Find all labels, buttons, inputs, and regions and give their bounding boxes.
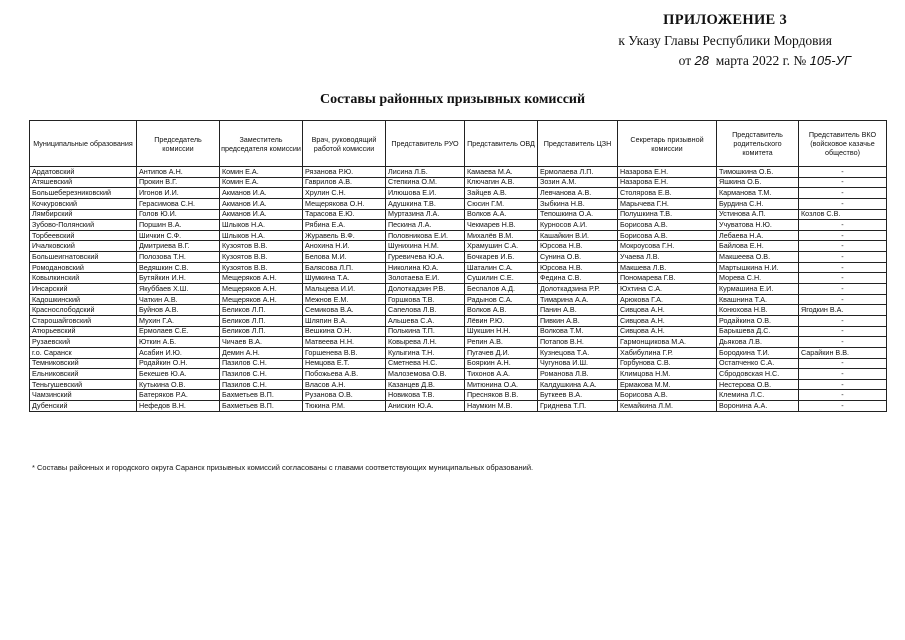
member-cell: Акманов И.А.	[220, 188, 303, 199]
member-cell: Рузанова О.В.	[303, 390, 386, 401]
member-cell: Сарайкин В.В.	[799, 347, 887, 358]
column-header: Представитель ЦЗН	[538, 121, 618, 167]
member-cell: Пазилов С.Н.	[220, 358, 303, 369]
member-cell: Родайкина О.В.	[717, 315, 799, 326]
member-cell: Кашайкин В.И.	[538, 230, 618, 241]
member-cell: Кузоятов В.В.	[220, 241, 303, 252]
member-cell: Мухин Г.А.	[137, 315, 220, 326]
member-cell: Власов А.Н.	[303, 379, 386, 390]
member-cell: -	[799, 390, 887, 401]
member-cell: Макшеева О.В.	[717, 252, 799, 263]
member-cell: Николина Ю.А.	[386, 262, 465, 273]
member-cell: Пугачев Д.И.	[465, 347, 538, 358]
member-cell: Нефедов В.Н.	[137, 401, 220, 412]
member-cell: Горбунова С.В.	[618, 358, 717, 369]
member-cell: Буйнов А.В.	[137, 305, 220, 316]
member-cell: Сунина О.В.	[538, 252, 618, 263]
member-cell: Воронина А.А.	[717, 401, 799, 412]
member-cell: -	[799, 358, 887, 369]
member-cell: Журавель В.Ф.	[303, 230, 386, 241]
member-cell: Левчанова А.В.	[538, 188, 618, 199]
member-cell: Мальцева И.И.	[303, 284, 386, 295]
member-cell: -	[799, 294, 887, 305]
member-cell: Сивцова А.Н.	[618, 315, 717, 326]
member-cell: Немцова Е.Т.	[303, 358, 386, 369]
column-header: Представитель родительского комитета	[717, 121, 799, 167]
member-cell: Чаткин А.В.	[137, 294, 220, 305]
table-row	[30, 315, 887, 326]
member-cell: Долоткадзина Р.Р.	[538, 284, 618, 295]
member-cell: Юрсова Н.В.	[538, 241, 618, 252]
member-cell: Бутяйкин И.Н.	[137, 273, 220, 284]
member-cell: Гармонщикова М.А.	[618, 337, 717, 348]
member-cell: Сушилин С.Е.	[465, 273, 538, 284]
member-cell: Тихонов А.А.	[465, 369, 538, 380]
member-cell: -	[799, 220, 887, 231]
member-cell: Шунихина Н.М.	[386, 241, 465, 252]
member-cell: Мещерякова О.Н.	[303, 198, 386, 209]
member-cell: Макшева Л.В.	[618, 262, 717, 273]
member-cell: -	[799, 326, 887, 337]
date-prefix: от	[678, 53, 692, 68]
member-cell: Сивцова А.Н.	[618, 305, 717, 316]
table-row	[30, 347, 887, 358]
member-cell: Балясова Л.П.	[303, 262, 386, 273]
table-row	[30, 401, 887, 412]
member-cell: Назарова Е.Н.	[618, 167, 717, 178]
municipality-cell: Краснослободский	[30, 305, 137, 316]
member-cell: Альшева С.А.	[386, 315, 465, 326]
table-row	[30, 241, 887, 252]
member-cell: -	[799, 284, 887, 295]
member-cell: Межнов Е.М.	[303, 294, 386, 305]
member-cell: Сметнева Н.С.	[386, 358, 465, 369]
footnote: * Составы районных и городского округа Саранск призывных комиссий согласованы с главами соответствующих муниципальных образований.	[32, 463, 534, 472]
member-cell: Лисина Л.Б.	[386, 167, 465, 178]
member-cell: Рябина Е.А.	[303, 220, 386, 231]
member-cell: Бояркин А.Н.	[465, 358, 538, 369]
member-cell: Квашнина Т.А.	[717, 294, 799, 305]
member-cell: Тимарина А.А.	[538, 294, 618, 305]
member-cell: Степкина О.М.	[386, 177, 465, 188]
member-cell: Клемина Л.С.	[717, 390, 799, 401]
member-cell: -	[799, 379, 887, 390]
member-cell: Антипов А.Н.	[137, 167, 220, 178]
member-cell: Лёвин Р.Ю.	[465, 315, 538, 326]
date-day: 28	[694, 53, 709, 68]
municipality-cell: Рузаевский	[30, 337, 137, 348]
member-cell: Мещеряков А.Н.	[220, 294, 303, 305]
member-cell: Долоткадзин Р.В.	[386, 284, 465, 295]
municipality-cell: Ковылкинский	[30, 273, 137, 284]
member-cell: Игонов И.И.	[137, 188, 220, 199]
date-middle: марта 2022 г. №	[715, 53, 807, 68]
member-cell: Поршин В.А.	[137, 220, 220, 231]
member-cell: Якуббаев Х.Ш.	[137, 284, 220, 295]
member-cell: Лебаева Н.А.	[717, 230, 799, 241]
member-cell: Акманов И.А.	[220, 209, 303, 220]
member-cell: -	[799, 252, 887, 263]
member-cell: Зозин А.М.	[538, 177, 618, 188]
member-cell: Ермакова М.М.	[618, 379, 717, 390]
member-cell: Семикова В.А.	[303, 305, 386, 316]
table-row	[30, 220, 887, 231]
table-header-row	[30, 121, 887, 167]
member-cell: Волков А.В.	[465, 305, 538, 316]
member-cell: -	[799, 262, 887, 273]
member-cell: Полькина Т.П.	[386, 326, 465, 337]
member-cell: Пазилов С.Н.	[220, 379, 303, 390]
member-cell: Шумкина Т.А.	[303, 273, 386, 284]
member-cell: Репин А.В.	[465, 337, 538, 348]
municipality-cell: Инсарский	[30, 284, 137, 295]
member-cell: Половникова Е.И.	[386, 230, 465, 241]
decree-number: 105-УГ	[809, 53, 851, 68]
member-cell: Кузнецова Т.А.	[538, 347, 618, 358]
member-cell: Климцова Н.М.	[618, 369, 717, 380]
member-cell: Волкова Т.М.	[538, 326, 618, 337]
member-cell: Сюсин Г.М.	[465, 198, 538, 209]
table-body	[30, 167, 887, 412]
member-cell: -	[799, 177, 887, 188]
member-cell: Яшкина О.Б.	[717, 177, 799, 188]
member-cell: Гриднева Т.П.	[538, 401, 618, 412]
municipality-cell: Кочкуровский	[30, 198, 137, 209]
table-row	[30, 177, 887, 188]
member-cell: Учуватова Н.Ю.	[717, 220, 799, 231]
member-cell: Сбродовская Н.С.	[717, 369, 799, 380]
municipality-cell: Кадошкинский	[30, 294, 137, 305]
member-cell: Кемайкина Л.М.	[618, 401, 717, 412]
member-cell: -	[799, 369, 887, 380]
member-cell: Бочкарев И.Б.	[465, 252, 538, 263]
table-row	[30, 198, 887, 209]
municipality-cell: Чамзинский	[30, 390, 137, 401]
member-cell: Ключагин А.В.	[465, 177, 538, 188]
member-cell: Столярова Е.В.	[618, 188, 717, 199]
member-cell: Шукшин Н.Н.	[465, 326, 538, 337]
member-cell: Морева С.Н.	[717, 273, 799, 284]
member-cell: Родайкин О.Н.	[137, 358, 220, 369]
member-cell: Сивцова А.Н.	[618, 326, 717, 337]
member-cell: Беликов Л.П.	[220, 315, 303, 326]
member-cell: Зыбкина Н.В.	[538, 198, 618, 209]
municipality-cell: г.о. Саранск	[30, 347, 137, 358]
member-cell: Михалёв В.М.	[465, 230, 538, 241]
member-cell: Гуревичева Ю.А.	[386, 252, 465, 263]
member-cell: -	[799, 230, 887, 241]
member-cell: Арюкова Г.А.	[618, 294, 717, 305]
member-cell: Бородкина Т.И.	[717, 347, 799, 358]
member-cell: Борисова А.В.	[618, 220, 717, 231]
municipality-cell: Большеигнатовский	[30, 252, 137, 263]
member-cell: Пивкин А.В.	[538, 315, 618, 326]
member-cell: Беликов Л.П.	[220, 326, 303, 337]
member-cell: Романова Л.В.	[538, 369, 618, 380]
table-row	[30, 358, 887, 369]
table-row	[30, 188, 887, 199]
municipality-cell: Атяшевский	[30, 177, 137, 188]
member-cell: Побожьева А.В.	[303, 369, 386, 380]
member-cell: Малоземова О.В.	[386, 369, 465, 380]
member-cell: -	[799, 198, 887, 209]
appendix-title: ПРИЛОЖЕНИЕ 3	[663, 12, 787, 28]
member-cell: Акманов И.А.	[220, 198, 303, 209]
table-row	[30, 294, 887, 305]
member-cell: Бахметьев В.П.	[220, 401, 303, 412]
member-cell: Рязанова Р.Ю.	[303, 167, 386, 178]
member-cell: Камаева М.А.	[465, 167, 538, 178]
member-cell: Белова М.И.	[303, 252, 386, 263]
member-cell: Гаврилов А.В.	[303, 177, 386, 188]
table-row	[30, 262, 887, 273]
municipality-cell: Торбеевский	[30, 230, 137, 241]
member-cell: Комин Е.А.	[220, 177, 303, 188]
municipality-cell: Лямбирский	[30, 209, 137, 220]
member-cell: Тарасова Е.Ю.	[303, 209, 386, 220]
member-cell: Чекмарев Н.В.	[465, 220, 538, 231]
commissions-table	[29, 120, 887, 412]
member-cell: -	[799, 167, 887, 178]
municipality-cell: Теньгушевский	[30, 379, 137, 390]
member-cell: Батеряков Р.А.	[137, 390, 220, 401]
municipality-cell: Ромодановский	[30, 262, 137, 273]
member-cell: Дьякова Л.В.	[717, 337, 799, 348]
member-cell: Прокин В.Г.	[137, 177, 220, 188]
table-row	[30, 305, 887, 316]
table-row	[30, 167, 887, 178]
column-header: Представитель ОВД	[465, 121, 538, 167]
member-cell: Пономарева Г.В.	[618, 273, 717, 284]
member-cell: Борисова А.В.	[618, 230, 717, 241]
member-cell: -	[799, 241, 887, 252]
municipality-cell: Зубово-Полянский	[30, 220, 137, 231]
member-cell: Учаева Л.В.	[618, 252, 717, 263]
column-header: Представитель ВКО (войсковое казачье общество)	[799, 121, 887, 167]
column-header: Председатель комиссии	[137, 121, 220, 167]
member-cell: Дмитриева В.Г.	[137, 241, 220, 252]
member-cell: Пазилов С.Н.	[220, 369, 303, 380]
member-cell: Шляпин В.А.	[303, 315, 386, 326]
member-cell: Нестерова О.В.	[717, 379, 799, 390]
member-cell: Беспалов А.Д.	[465, 284, 538, 295]
member-cell: Марычева Г.Н.	[618, 198, 717, 209]
member-cell: Комин Е.А.	[220, 167, 303, 178]
column-header: Заместитель председателя комиссии	[220, 121, 303, 167]
member-cell: Кузоятов В.В.	[220, 252, 303, 263]
municipality-cell: Ардатовский	[30, 167, 137, 178]
member-cell: Юткин А.Б.	[137, 337, 220, 348]
member-cell: Горшенева В.В.	[303, 347, 386, 358]
member-cell: -	[799, 188, 887, 199]
member-cell: Казанцев Д.В.	[386, 379, 465, 390]
member-cell: Потапов В.Н.	[538, 337, 618, 348]
member-cell: Шлыков Н.А.	[220, 230, 303, 241]
member-cell: Тепошкина О.А.	[538, 209, 618, 220]
member-cell: Сапелова Л.В.	[386, 305, 465, 316]
member-cell: Радынов С.А.	[465, 294, 538, 305]
member-cell: Муртазина Л.А.	[386, 209, 465, 220]
table-row	[30, 390, 887, 401]
member-cell: Байлова Е.Н.	[717, 241, 799, 252]
member-cell: Ведяшкин С.В.	[137, 262, 220, 273]
municipality-cell: Темниковский	[30, 358, 137, 369]
member-cell: Ермолаева Л.П.	[538, 167, 618, 178]
member-cell: Бурдина С.Н.	[717, 198, 799, 209]
member-cell: Ермолаев С.Е.	[137, 326, 220, 337]
member-cell: Горшкова Т.В.	[386, 294, 465, 305]
table-row	[30, 337, 887, 348]
member-cell: Устинова А.П.	[717, 209, 799, 220]
member-cell: Калдушкина А.А.	[538, 379, 618, 390]
member-cell: Золотаева Е.И.	[386, 273, 465, 284]
member-cell: Илюшова Е.И.	[386, 188, 465, 199]
member-cell: Чичаев В.А.	[220, 337, 303, 348]
municipality-cell: Атюрьевский	[30, 326, 137, 337]
member-cell: Шлыков Н.А.	[220, 220, 303, 231]
municipality-cell: Старошайговский	[30, 315, 137, 326]
column-header: Врач, руководящий работой комиссии	[303, 121, 386, 167]
table-row	[30, 252, 887, 263]
member-cell: Полозова Т.Н.	[137, 252, 220, 263]
member-cell: Мокроусова Г.Н.	[618, 241, 717, 252]
member-cell: Карманова Т.М.	[717, 188, 799, 199]
member-cell: Шаталин С.А.	[465, 262, 538, 273]
member-cell: Остапченко С.А.	[717, 358, 799, 369]
member-cell: Храмушин С.А.	[465, 241, 538, 252]
table-row	[30, 326, 887, 337]
member-cell: Юхтина С.А.	[618, 284, 717, 295]
member-cell: Беликов Л.П.	[220, 305, 303, 316]
member-cell: Юрсова Н.В.	[538, 262, 618, 273]
municipality-cell: Большеберезниковский	[30, 188, 137, 199]
table-row	[30, 230, 887, 241]
decree-date-line	[679, 53, 851, 69]
member-cell: Голов Ю.И.	[137, 209, 220, 220]
document-title: Составы районных призывных комиссий	[319, 92, 586, 107]
column-header: Муниципальные образования	[30, 121, 137, 167]
member-cell: -	[799, 401, 887, 412]
member-cell: Кузоятов В.В.	[220, 262, 303, 273]
member-cell: Кутькина О.В.	[137, 379, 220, 390]
member-cell: Козлов С.В.	[799, 209, 887, 220]
municipality-cell: Дубенский	[30, 401, 137, 412]
member-cell: Курносов А.И.	[538, 220, 618, 231]
decree-reference: к Указу Главы Республики Мордовия	[618, 33, 832, 48]
member-cell: Мещеряков А.Н.	[220, 273, 303, 284]
column-header: Секретарь призывной комиссии	[618, 121, 717, 167]
member-cell: Панин А.В.	[538, 305, 618, 316]
member-cell: Анохина Н.И.	[303, 241, 386, 252]
member-cell: -	[799, 273, 887, 284]
member-cell: Пресняков В.В.	[465, 390, 538, 401]
member-cell: Полушкина Т.В.	[618, 209, 717, 220]
member-cell: Курмашина Е.И.	[717, 284, 799, 295]
member-cell: Матвеева Н.Н.	[303, 337, 386, 348]
member-cell: Бекешев Ю.А.	[137, 369, 220, 380]
member-cell: Хрулин С.Н.	[303, 188, 386, 199]
member-cell: Митюнина О.А.	[465, 379, 538, 390]
member-cell: Новикова Т.В.	[386, 390, 465, 401]
member-cell: Волков А.А.	[465, 209, 538, 220]
member-cell: -	[799, 315, 887, 326]
member-cell: Тимошкина О.Б.	[717, 167, 799, 178]
member-cell: Чугунова И.Ш.	[538, 358, 618, 369]
member-cell: Буткеев В.А.	[538, 390, 618, 401]
member-cell: Бахметьев В.П.	[220, 390, 303, 401]
municipality-cell: Ичалковский	[30, 241, 137, 252]
member-cell: Демин А.Н.	[220, 347, 303, 358]
member-cell: Анискин Ю.А.	[386, 401, 465, 412]
member-cell: Хабибулина Г.Р.	[618, 347, 717, 358]
member-cell: Ягодкин В.А.	[799, 305, 887, 316]
member-cell: Назарова Е.Н.	[618, 177, 717, 188]
table-row	[30, 209, 887, 220]
table-row	[30, 284, 887, 295]
member-cell: Кулыгина Т.Н.	[386, 347, 465, 358]
member-cell: Мещеряков А.Н.	[220, 284, 303, 295]
member-cell: -	[799, 337, 887, 348]
member-cell: Герасимова С.Н.	[137, 198, 220, 209]
member-cell: Ковырева Л.Н.	[386, 337, 465, 348]
member-cell: Пескина Л.А.	[386, 220, 465, 231]
member-cell: Борисова А.В.	[618, 390, 717, 401]
member-cell: Барышева Д.С.	[717, 326, 799, 337]
table-row	[30, 369, 887, 380]
column-header: Представитель РУО	[386, 121, 465, 167]
member-cell: Зайцев А.В.	[465, 188, 538, 199]
member-cell: Вешкина О.Н.	[303, 326, 386, 337]
table-row	[30, 379, 887, 390]
table-row	[30, 273, 887, 284]
member-cell: Шичкин С.Ф.	[137, 230, 220, 241]
member-cell: Наумкин М.В.	[465, 401, 538, 412]
municipality-cell: Ельниковский	[30, 369, 137, 380]
member-cell: Конюхова Н.В.	[717, 305, 799, 316]
member-cell: Тюкина Р.М.	[303, 401, 386, 412]
member-cell: Адушкина Т.В.	[386, 198, 465, 209]
member-cell: Федина С.В.	[538, 273, 618, 284]
member-cell: Мартышкина Н.И.	[717, 262, 799, 273]
member-cell: Асабин И.Ю.	[137, 347, 220, 358]
